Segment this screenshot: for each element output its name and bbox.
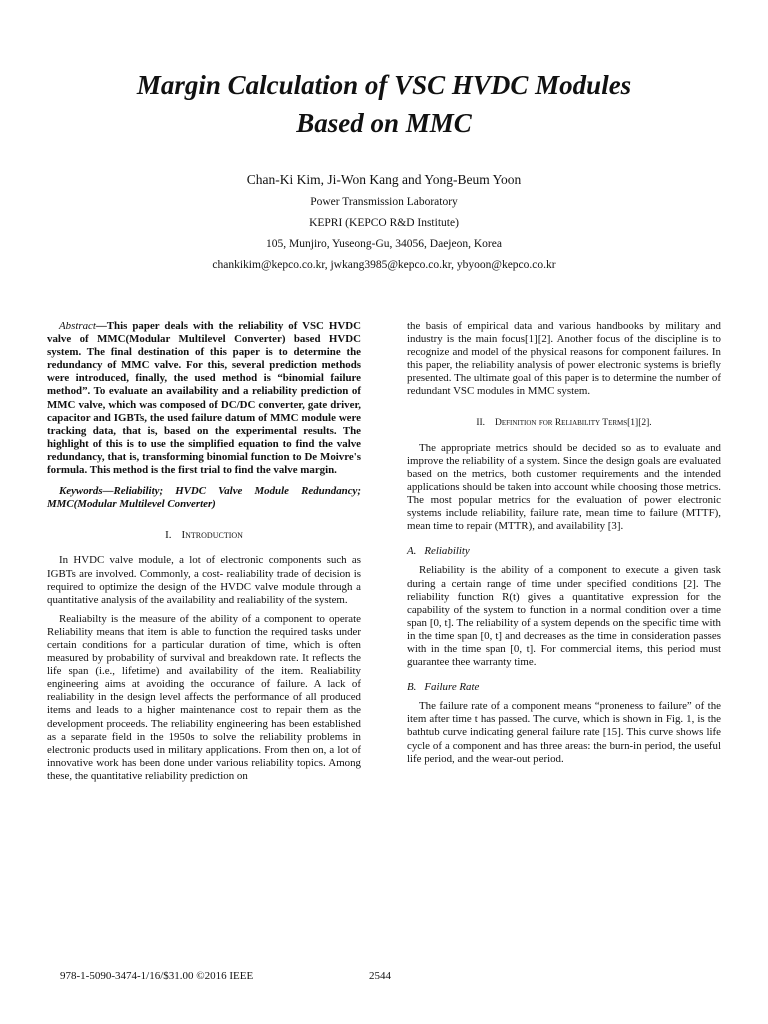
affiliation-emails: chankikim@kepco.co.kr, jwkang3985@kepco.co.kr, ybyoon@kepco.co.kr [212,259,556,271]
section-number: II. [476,417,486,428]
author-list: Chan-Ki Kim, Ji-Won Kang and Yong-Beum Yoon [246,172,522,187]
failure-rate-paragraph: The failure rate of a component means “proneness to failure” of the item after time t has passed. The curve, which is shown in Fig. 1, is the bathtub curve indicating general failure rate [15]. This curve shows life cycle of a component and has three areas: the burn-in period, the useful life period, and the wear-out period. [407,700,721,765]
section-number: I. [165,529,172,542]
abstract-label: Abstract [59,320,96,332]
intro-paragraph-2: Realiabilty is the measure of the ability of a component to operate Reliability means that item is able to function the required tasks under certain conditions for a particular duration of time, which is often measured by probability of survival and breakdown rate. It reflects the life span (i.e., lifetime) and availability of the item. Realiability engineering aims at avoiding the occurance of failure. A lack of realiability in the design level affects the performance of all produced items and leads to a higher maintenance cost to repair them as the development proceeds. The reliability engineering has been established as a separate field in the 1950s to solve the reliability problems in electronic products used in military applications. From then on, a lot of innovative work has been done under various reliability topics. Among these, the quantitative reliability prediction on [47,612,361,782]
subsection-number: B. [407,681,417,694]
title-line-2: Based on MMC [296,108,472,138]
section-title: Definition for Reliability Terms[1][2]. [495,417,652,428]
paper-title [60,66,708,142]
subsection-title: Failure Rate [424,681,480,694]
right-column [407,320,721,772]
affiliation-address: 105, Munjiro, Yuseong-Gu, 34056, Daejeon, Korea [266,238,502,250]
abstract: Abstract—This paper deals with the reliability of VSC HVDC valve of MMC(Modular Multilevel Converter) based HVDC system. The final destination of this paper is to determine the redundancy of MMC valve. For this, several prediction methods were introduced, finally, the used method is “binomial failure method”. To evaluate an availability and a reliability prediction of MMC valve, which was composed of DC/DC converter, gate driver, capacitor and IGBTs, the used failure datum of MMC module were tracking data, that is, based on the experimental results. The highlight of this is to use the simplified equation to find the valve redundancy, that is, transforming binomial function to De Moivre's formula. This method is the first trial to find the valve margin. [47,320,361,477]
keywords-label: Keywords [59,485,103,498]
subsection-number: A. [407,545,417,558]
left-column [47,320,361,789]
subsection-heading-reliability [407,545,721,558]
intro-paragraph-continuation: the basis of empirical data and various handbooks by military and industry is the main focus[1][2]. Another focus of the discipline is to recognize and model of the physical reasons for component failures. In this paper, the reliability analysis of power electronic systems is briefly presented. The ultimate goal of this paper is to determine the number of redundant VSC modules in MMC system. [407,320,721,398]
keywords-text: Reliability; HVDC Valve Module Redundancy; MMC(Modular Multilevel Converter) [47,485,361,511]
keywords: Keywords—Reliability; HVDC Valve Module Redundancy; MMC(Modular Multilevel Converter) [47,485,361,511]
section-heading-introduction [47,529,361,542]
definitions-paragraph: The appropriate metrics should be decided so as to evaluate and improve the reliability of a system. Since the design goals are evaluated based on the metrics, both customer requirements and the intended applications should be taken into account while choosing those metrics. The most popular metrics for the evaluation of power electronic systems include reliability, failure rate, mean time to failure (MTTF), mean time to repair (MTTR), and availability [3]. [407,441,721,533]
subsection-heading-failure-rate [407,681,721,694]
reliability-paragraph: Reliability is the ability of a component to execute a given task during a certain range of time under specified conditions [2]. The reliability function R(t) gives a quantitative expression for the capability of the system to function in a normal condition over a time span [0, t]. The reliability of a system depends on the specific time with in the time span [0, t] and decreases as the time in consideration passes with in the time span [0, t]. For commercial items, this period must guarantee thee warranty time. [407,564,721,669]
affiliation-block [60,192,708,276]
footer-isbn: 978-1-5090-3474-1/16/$31.00 ©2016 IEEE [60,970,254,982]
subsection-title: Reliability [424,545,470,558]
affiliation-lab: Power Transmission Laboratory [310,196,458,208]
affiliation-institute: KEPRI (KEPCO R&D Institute) [309,217,459,229]
section-title: Introduction [181,529,243,542]
section-heading-definitions [407,417,721,430]
title-line-1: Margin Calculation of VSC HVDC Modules [136,70,632,100]
abstract-text: This paper deals with the reliability of VSC HVDC valve of MMC(Modular Multilevel Converter) based HVDC system. The final destination of this paper is to determine the redundancy of MMC valve. For this, several prediction methods were introduced, finally, the used method is “binomial failure method”. To evaluate an availability and a reliability prediction of MMC valve, which was composed of DC/DC converter, gate driver, capacitor and IGBTs, the used failure datum of MMC module were tracking data, that is, based on the experimental results. The highlight of this is to use the simplified equation to find the valve redundancy, that is, transforming binomial function to De Moivre's formula. This method is the first trial to find the valve margin. [47,320,361,477]
intro-paragraph-1: In HVDC valve module, a lot of electronic components such as IGBTs are involved. Commonly, a cost- realiability trade of decision is required to optimize the design of the HVDC valve module through a quantitative analysis of the availability and realiability of the system. [47,554,361,606]
page-number: 2544 [369,970,391,982]
